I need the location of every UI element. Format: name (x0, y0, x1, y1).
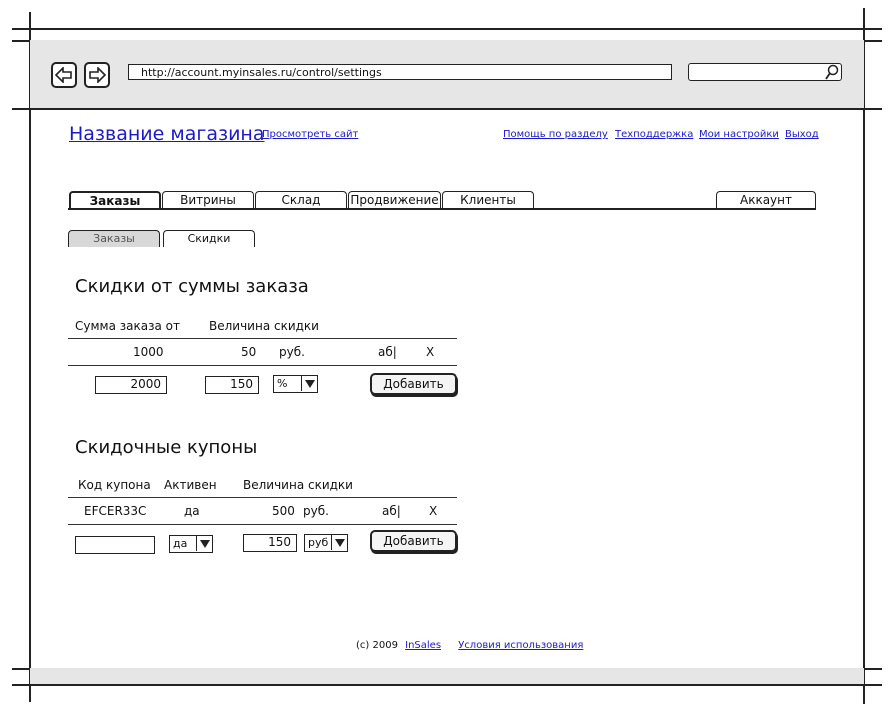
logout-link[interactable]: Выход (785, 129, 819, 140)
header-order-amount: Сумма заказа от (75, 319, 180, 333)
terms-link[interactable]: Условия использования (458, 640, 584, 651)
header-coupon-active: Активен (164, 478, 217, 492)
discount-unit-select[interactable] (273, 375, 318, 393)
delete-coupon-button[interactable]: X (429, 504, 438, 518)
coupon-code: EFCER33C (84, 504, 147, 518)
view-site-link[interactable]: Просмотреть сайт (262, 129, 359, 140)
address-bar[interactable]: http://account.myinsales.ru/control/settings (128, 64, 672, 80)
search-icon[interactable] (824, 64, 840, 80)
help-link[interactable]: Помощь по разделу (503, 129, 608, 140)
chevron-down-icon[interactable] (196, 536, 212, 551)
copyright-text: (c) 2009 (356, 640, 398, 651)
delete-discount-button[interactable]: X (426, 345, 435, 359)
support-link[interactable]: Техподдержка (615, 129, 694, 140)
subtab-discounts[interactable]: Скидки (163, 230, 255, 247)
coupon-discount: 500 (272, 504, 295, 518)
tab-promotion[interactable]: Продвижение (348, 191, 441, 208)
coupon-unit-select-value: руб (308, 536, 329, 549)
edit-coupon-button[interactable]: аб| (382, 504, 401, 518)
discount-value: 50 (241, 345, 257, 359)
browser-search-input[interactable] (688, 63, 842, 81)
coupons-title: Скидочные купоны (75, 437, 258, 458)
store-name-link[interactable]: Название магазина (69, 123, 265, 145)
coupon-active-select-value: да (173, 537, 188, 550)
coupon-active: да (184, 504, 200, 518)
header-coupon-code: Код купона (78, 478, 151, 492)
row-divider (68, 524, 457, 525)
edit-discount-button[interactable]: аб| (378, 345, 397, 359)
footer (356, 640, 583, 651)
row-divider (68, 365, 457, 366)
new-coupon-discount-input[interactable]: 150 (243, 534, 297, 552)
subtab-orders[interactable]: Заказы (68, 230, 160, 247)
coupon-active-select[interactable] (169, 535, 213, 553)
forward-button[interactable] (84, 62, 110, 88)
insales-link[interactable]: InSales (405, 640, 442, 651)
tab-warehouse[interactable]: Склад (255, 191, 347, 208)
chevron-down-icon[interactable] (331, 535, 347, 550)
add-discount-button[interactable]: Добавить (370, 373, 457, 395)
header-coupon-discount: Величина скидки (243, 478, 353, 492)
browser-status-bar (30, 668, 864, 684)
arrow-right-icon (88, 67, 106, 83)
row-divider (68, 497, 457, 498)
discount-amount: 1000 (133, 345, 164, 359)
new-coupon-code-input[interactable] (75, 536, 155, 554)
new-amount-input[interactable]: 2000 (95, 376, 167, 394)
discount-unit: руб. (279, 345, 305, 359)
add-coupon-button[interactable]: Добавить (370, 530, 457, 552)
discount-unit-select-value: % (277, 377, 288, 390)
arrow-left-icon (55, 67, 73, 83)
new-discount-input[interactable]: 150 (205, 376, 259, 394)
tab-clients[interactable]: Клиенты (442, 191, 534, 208)
tab-storefronts[interactable]: Витрины (162, 191, 254, 208)
row-divider (68, 338, 457, 339)
my-settings-link[interactable]: Мои настройки (699, 129, 779, 140)
order-discounts-title: Скидки от суммы заказа (75, 276, 309, 297)
coupon-unit: руб. (303, 504, 329, 518)
chevron-down-icon[interactable] (301, 376, 317, 391)
back-button[interactable] (51, 62, 77, 88)
tab-orders[interactable]: Заказы (69, 191, 161, 208)
coupon-unit-select[interactable] (304, 534, 348, 552)
tab-divider (68, 208, 816, 210)
header-discount-value: Величина скидки (209, 319, 319, 333)
tab-account[interactable]: Аккаунт (716, 191, 816, 208)
